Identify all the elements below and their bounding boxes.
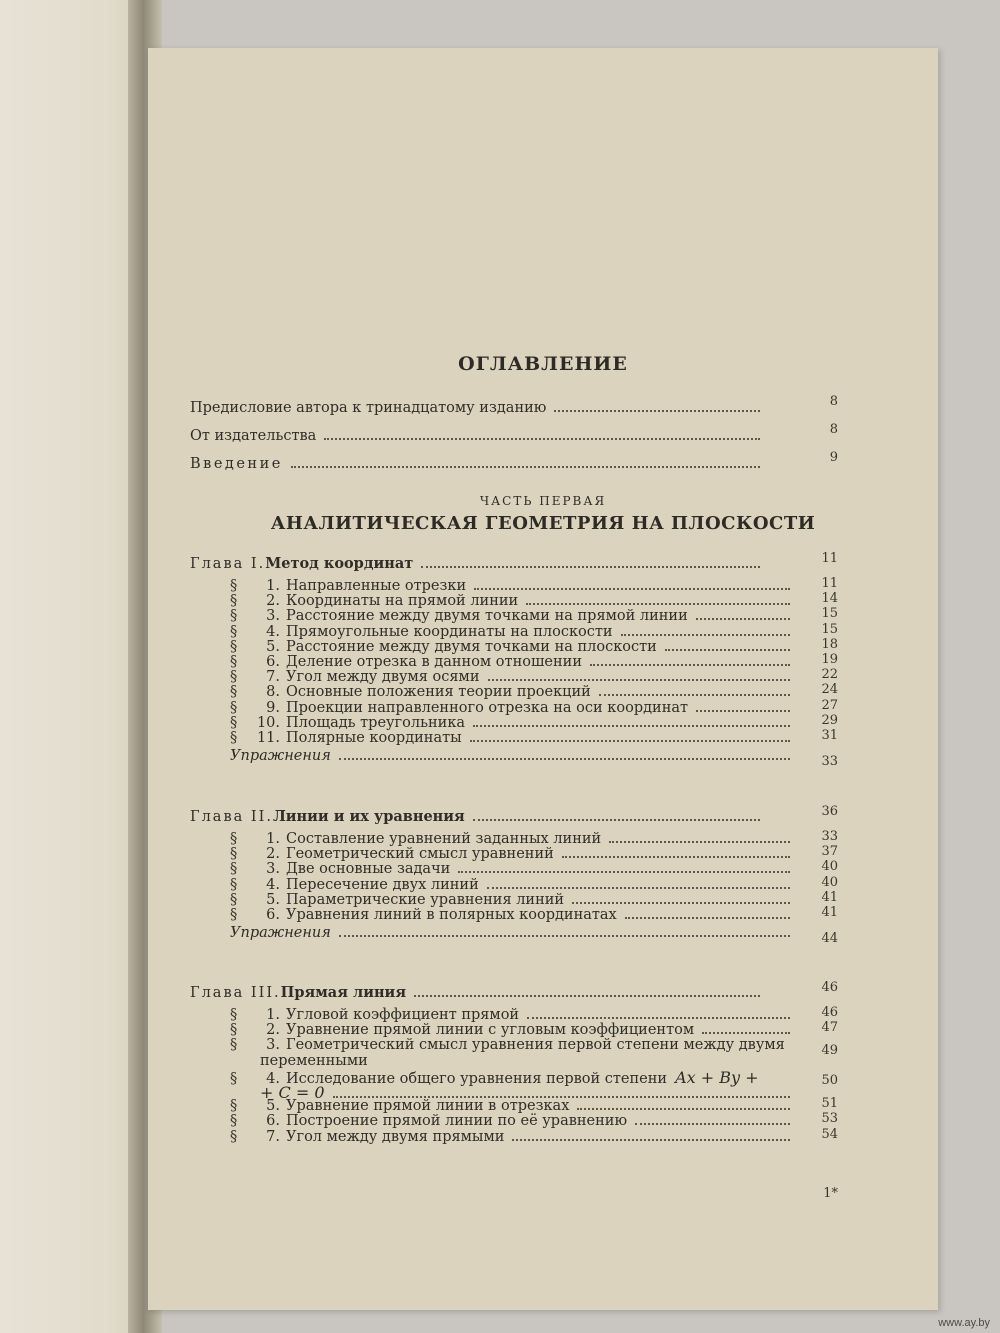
section-number: 5. xyxy=(266,1098,280,1115)
section-number: 4. xyxy=(266,623,280,640)
section-number: 3. xyxy=(266,1037,280,1054)
section-number: 6. xyxy=(266,654,280,670)
section-number: 5. xyxy=(266,638,280,655)
section-sign: § xyxy=(230,1007,238,1023)
section-sign: § xyxy=(230,654,238,670)
page-number: 11 xyxy=(821,551,838,566)
page-signature: 1* xyxy=(823,1186,838,1201)
page-number: 40 xyxy=(821,874,838,890)
section-sign: § xyxy=(230,714,238,731)
page-number: 19 xyxy=(821,652,838,667)
dot-leader xyxy=(473,724,790,727)
section-line xyxy=(230,730,798,746)
section-title: Площадь треугольника xyxy=(286,714,466,731)
section-line xyxy=(230,700,798,716)
page-number: 15 xyxy=(821,621,838,637)
section-title: Исследование общего уравнения первой степени xyxy=(286,1070,668,1087)
dot-leader xyxy=(527,1016,790,1019)
section-sign: § xyxy=(230,608,238,625)
part-title: АНАЛИТИЧЕСКАЯ ГЕОМЕТРИЯ НА ПЛОСКОСТИ xyxy=(270,513,816,534)
section-title: Основные положения теории проекций xyxy=(286,684,591,701)
section-line xyxy=(230,624,798,640)
section-title: Уравнение прямой линии с угловым коэффициентом xyxy=(286,1022,695,1039)
dot-leader xyxy=(702,1031,790,1034)
page-number: 24 xyxy=(821,682,838,698)
section-number: 8. xyxy=(266,684,280,701)
dot-leader xyxy=(562,855,790,858)
section-number: 1. xyxy=(266,1007,280,1023)
page-number: 53 xyxy=(821,1111,838,1127)
section-title: Угловой коэффициент прямой xyxy=(286,1007,520,1023)
dot-leader xyxy=(625,916,790,919)
exercises-title: Упражнения xyxy=(230,925,331,942)
page-number: 8 xyxy=(829,422,838,437)
watermark-text: www.ay.by xyxy=(938,1317,990,1329)
section-title: Координаты на прямой линии xyxy=(286,593,519,610)
section-title: Две основные задачи xyxy=(286,861,451,878)
section-sign: § xyxy=(230,1037,238,1054)
chapter-line xyxy=(190,984,768,1001)
page-number: 41 xyxy=(821,889,838,905)
section-title: Проекции направленного отрезка на оси координат xyxy=(286,699,689,716)
dot-leader xyxy=(577,1107,790,1110)
dot-leader xyxy=(512,1138,790,1141)
page-number: 46 xyxy=(821,980,838,995)
chapter-prefix: Глава I. xyxy=(190,556,266,572)
section-number: 4. xyxy=(266,876,280,893)
section-line xyxy=(230,1129,798,1145)
dot-leader xyxy=(291,465,760,468)
section-sign: § xyxy=(230,1022,238,1039)
dot-leader xyxy=(572,901,790,904)
section-sign: § xyxy=(230,669,238,686)
section-number: 2. xyxy=(266,846,280,863)
section-line xyxy=(230,608,798,624)
section-sign: § xyxy=(230,578,238,594)
section-line xyxy=(230,639,798,655)
exercises-line xyxy=(230,748,798,764)
section-line xyxy=(230,684,798,700)
dot-leader xyxy=(635,1122,790,1125)
section-line xyxy=(230,1113,798,1129)
section-line xyxy=(230,1098,798,1114)
section-line xyxy=(230,669,798,685)
section-sign: § xyxy=(230,846,238,863)
toc-title: ОГЛАВЛЕНИЕ xyxy=(458,353,628,375)
section-number: 3. xyxy=(266,608,280,625)
section-title: Угол между двумя осями xyxy=(286,669,480,686)
page-number: 40 xyxy=(821,859,838,875)
section-title: Составление уравнений заданных линий xyxy=(286,831,602,847)
page-number: 46 xyxy=(821,1005,838,1020)
page-number: 14 xyxy=(821,591,838,607)
dot-leader xyxy=(696,617,790,620)
book-page xyxy=(148,48,938,1310)
dot-leader xyxy=(470,739,790,742)
section-sign: § xyxy=(230,861,238,878)
front-matter-line xyxy=(190,456,768,472)
section-number: 1. xyxy=(266,578,280,594)
page-number: 11 xyxy=(821,576,838,591)
section-sign: § xyxy=(230,1113,238,1130)
front-matter-title: Предисловие автора к тринадцатому изданию xyxy=(190,400,547,416)
dot-leader xyxy=(488,678,791,681)
section-title-continued: + C = 0 xyxy=(260,1083,325,1102)
section-title: Направленные отрезки xyxy=(286,578,467,594)
section-title-continued: переменными xyxy=(260,1052,368,1069)
section-title: Геометрический смысл уравнения первой степени между двумя xyxy=(286,1037,785,1054)
section-title: Прямоугольные координаты на плоскости xyxy=(286,623,613,640)
section-number: 2. xyxy=(266,593,280,610)
dot-leader xyxy=(339,757,790,760)
section-number: 7. xyxy=(266,669,280,686)
dot-leader xyxy=(458,870,790,873)
section-line xyxy=(230,846,798,862)
dot-leader xyxy=(324,437,760,440)
exercises-title: Упражнения xyxy=(230,748,331,765)
section-number: 10. xyxy=(256,714,280,731)
section-line xyxy=(230,907,798,923)
section-sign: § xyxy=(230,623,238,640)
section-number: 4. xyxy=(266,1070,280,1087)
page-number: 50 xyxy=(821,1073,838,1088)
dot-leader xyxy=(474,587,790,590)
section-number: 1. xyxy=(266,831,280,847)
page-number: 33 xyxy=(821,829,838,844)
front-matter-line xyxy=(190,428,768,444)
section-sign: § xyxy=(230,638,238,655)
section-line xyxy=(230,578,798,594)
section-sign: § xyxy=(230,907,238,923)
section-number: 9. xyxy=(266,699,280,716)
dot-leader xyxy=(665,648,790,651)
section-title: Геометрический смысл уравнений xyxy=(286,846,554,863)
chapter-prefix: Глава II. xyxy=(190,809,273,825)
section-sign: § xyxy=(230,891,238,908)
dot-leader xyxy=(473,818,760,821)
exercises-line xyxy=(230,925,798,941)
page-number: 18 xyxy=(821,636,838,652)
section-title: Уравнения линий в полярных координатах xyxy=(286,907,617,923)
page-number: 41 xyxy=(821,905,838,920)
dot-leader xyxy=(609,840,790,843)
page-number: 36 xyxy=(821,804,838,819)
chapter-line xyxy=(190,555,768,572)
section-sign: § xyxy=(230,593,238,610)
section-number: 7. xyxy=(266,1128,280,1145)
section-title: Расстояние между двумя точками на плоскости xyxy=(286,638,657,655)
section-title: Построение прямой линии по её уравнению xyxy=(286,1113,628,1130)
page-number: 37 xyxy=(821,844,838,860)
chapter-line xyxy=(190,808,768,825)
section-number: 5. xyxy=(266,891,280,908)
dot-leader xyxy=(590,663,790,666)
section-line xyxy=(230,892,798,908)
section-line xyxy=(230,1037,798,1053)
page-number: 47 xyxy=(821,1020,838,1036)
section-title: Уравнение прямой линии в отрезках xyxy=(286,1098,570,1115)
section-number: 3. xyxy=(266,861,280,878)
section-number: 6. xyxy=(266,1113,280,1130)
page-number: 8 xyxy=(829,394,838,409)
dot-leader xyxy=(414,994,760,997)
section-number: 6. xyxy=(266,907,280,923)
page-number: 29 xyxy=(821,712,838,728)
page-number: 27 xyxy=(821,697,838,713)
page-number: 31 xyxy=(821,728,838,743)
section-title: Пересечение двух линий xyxy=(286,876,479,893)
formula: Ax + By + xyxy=(675,1067,759,1087)
page-number: 15 xyxy=(821,606,838,622)
section-sign: § xyxy=(230,1128,238,1145)
section-line xyxy=(230,831,798,847)
front-matter-title: Введение xyxy=(190,456,283,472)
dot-leader xyxy=(526,602,790,605)
page-number: 22 xyxy=(821,667,838,683)
front-matter-title: От издательства xyxy=(190,428,317,444)
section-sign: § xyxy=(230,1098,238,1115)
chapter-title: Линии и их уравнения xyxy=(272,808,465,825)
section-line xyxy=(230,877,798,893)
page-number: 49 xyxy=(821,1042,838,1058)
section-line xyxy=(230,593,798,609)
dot-leader xyxy=(421,565,760,568)
section-sign: § xyxy=(230,730,238,746)
section-sign: § xyxy=(230,876,238,893)
section-sign: § xyxy=(230,699,238,716)
section-sign: § xyxy=(230,1070,238,1087)
section-line-continued xyxy=(260,1053,798,1069)
dot-leader xyxy=(487,886,790,889)
section-line xyxy=(230,1007,798,1023)
section-title: Полярные координаты xyxy=(286,730,462,746)
page-number: 33 xyxy=(821,754,838,770)
section-line xyxy=(230,715,798,731)
section-title: Расстояние между двумя точками на прямой линии xyxy=(286,608,688,625)
page-number: 9 xyxy=(829,450,838,465)
part-label: ЧАСТЬ ПЕРВАЯ xyxy=(479,494,607,508)
section-sign: § xyxy=(230,684,238,701)
dot-leader xyxy=(554,409,760,412)
dot-leader xyxy=(339,934,790,937)
page-number: 51 xyxy=(821,1096,838,1112)
dot-leader xyxy=(599,693,790,696)
chapter-title: Прямая линия xyxy=(280,984,407,1001)
section-title: Угол между двумя прямыми xyxy=(286,1128,505,1145)
section-line xyxy=(230,654,798,670)
page-number: 54 xyxy=(821,1126,838,1142)
chapter-title: Метод координат xyxy=(265,555,414,572)
dot-leader xyxy=(621,633,790,636)
section-line xyxy=(230,861,798,877)
page-number: 44 xyxy=(821,931,838,947)
chapter-prefix: Глава III. xyxy=(190,985,281,1001)
dot-leader xyxy=(696,709,790,712)
section-title: Параметрические уравнения линий xyxy=(286,891,565,908)
section-line xyxy=(230,1022,798,1038)
front-matter-line xyxy=(190,400,768,416)
section-number: 2. xyxy=(266,1022,280,1039)
section-sign: § xyxy=(230,831,238,847)
section-number: 11. xyxy=(256,730,280,746)
section-title: Деление отрезка в данном отношении xyxy=(286,654,583,670)
